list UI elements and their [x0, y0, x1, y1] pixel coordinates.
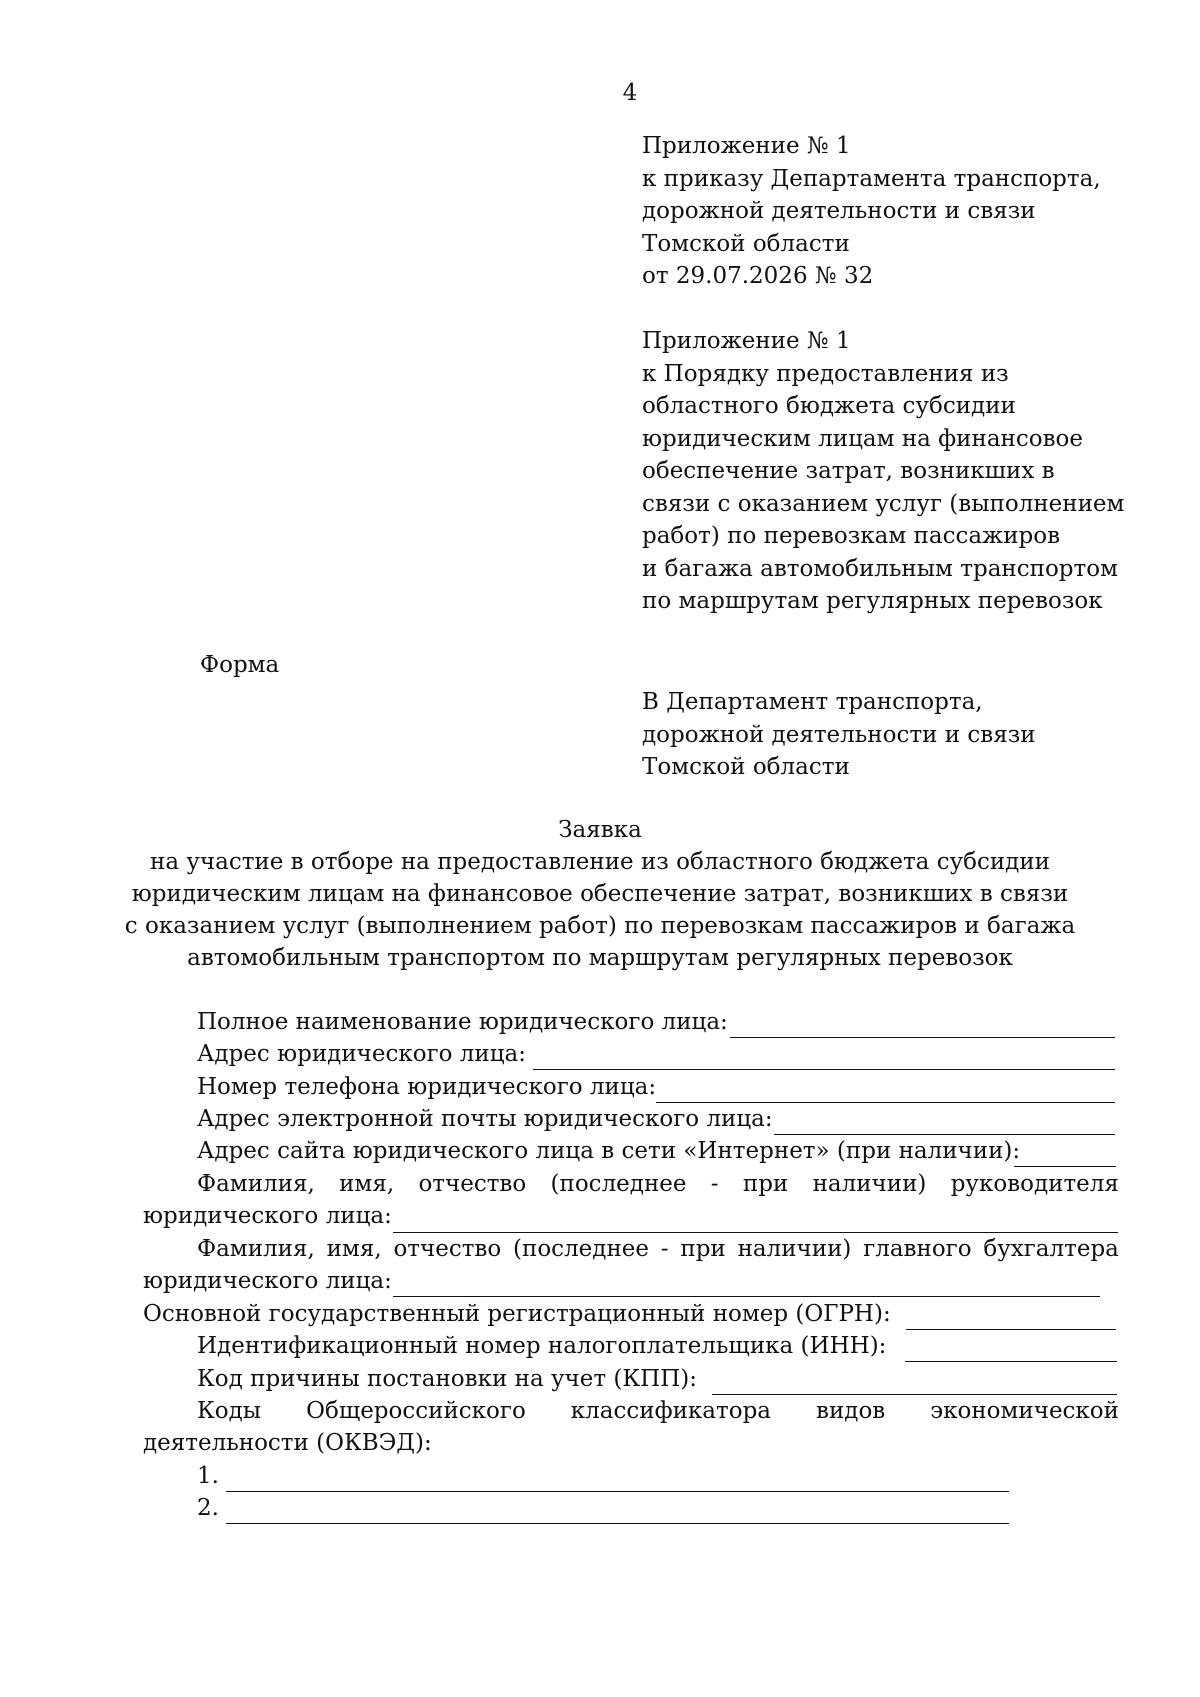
application-subtitle-line: на участие в отборе на предоставление из областного бюджета субсидии [150, 849, 1050, 875]
address-label: Адрес юридического лица: [197, 1041, 526, 1067]
full-name-label: Полное наименование юридического лица: [197, 1009, 728, 1035]
director-blank[interactable] [393, 1232, 1118, 1233]
accountant-word: наличии) [737, 1236, 852, 1262]
director-word: при [742, 1171, 789, 1197]
appendix-order-line: Томской области [642, 230, 850, 257]
okved-item-blank[interactable] [226, 1523, 1009, 1524]
accountant-word: имя, [326, 1236, 382, 1262]
application-title: Заявка [558, 817, 642, 843]
ogrn-blank[interactable] [906, 1329, 1116, 1330]
appendix-procedure-line: областного бюджета субсидии [642, 393, 1016, 419]
director-word: наличии) [812, 1171, 927, 1197]
appendix-procedure-line: и багажа автомобильным транспортом [642, 555, 1118, 582]
addressee-line: В Департамент транспорта, [642, 689, 983, 715]
director-label-line2: юридического лица: [143, 1203, 392, 1229]
director-label-line1 [197, 1171, 1119, 1197]
address-blank[interactable] [533, 1069, 1115, 1070]
director-word: - [710, 1171, 719, 1197]
full-name-blank[interactable] [730, 1037, 1115, 1038]
appendix-procedure-line: юридическим лицам на финансовое [642, 425, 1084, 452]
okved-label-line1 [197, 1398, 1119, 1424]
director-word: руководителя [950, 1171, 1119, 1197]
kpp-blank[interactable] [712, 1394, 1117, 1395]
form-label: Форма [200, 652, 280, 678]
application-subtitle-line: с оказанием услуг (выполнением работ) по перевозкам пассажиров и багажа [124, 913, 1076, 939]
appendix-order-line: Приложение № 1 [642, 133, 851, 159]
director-word: имя, [339, 1171, 395, 1197]
email-label: Адрес электронной почты юридического лица: [197, 1106, 773, 1132]
okved-word: экономической [930, 1398, 1119, 1424]
kpp-label: Код причины постановки на учет (КПП): [197, 1366, 697, 1392]
accountant-word: (последнее [513, 1236, 649, 1262]
website-blank[interactable] [1014, 1166, 1116, 1167]
accountant-word: бухгалтера [983, 1236, 1119, 1262]
addressee-line: Томской области [642, 754, 850, 780]
appendix-procedure-line: обеспечение затрат, возникших в [642, 458, 1055, 484]
accountant-blank[interactable] [393, 1296, 1100, 1297]
phone-blank[interactable] [656, 1102, 1115, 1103]
accountant-word: Фамилия, [197, 1236, 315, 1262]
appendix-order-line: дорожной деятельности и связи [642, 198, 1036, 224]
inn-label: Идентификационный номер налогоплательщика (ИНН): [197, 1333, 887, 1359]
okved-item-number: 2. [197, 1495, 219, 1521]
okved-word: классификатора [570, 1398, 772, 1424]
accountant-label-line1 [197, 1236, 1119, 1262]
appendix-procedure-line: работ) по перевозкам пассажиров [642, 523, 1061, 549]
application-subtitle-line: автомобильным транспортом по маршрутам регулярных перевозок [187, 945, 1013, 971]
appendix-order-line: от 29.07.2026 № 32 [642, 263, 874, 289]
inn-blank[interactable] [905, 1361, 1117, 1362]
appendix-order-line: к приказу Департамента транспорта, [642, 165, 1101, 192]
accountant-word: главного [863, 1236, 972, 1262]
application-subtitle-line: юридическим лицам на финансовое обеспечение затрат, возникших в связи [131, 881, 1069, 907]
ogrn-label: Основной государственный регистрационный номер (ОГРН): [143, 1301, 891, 1327]
addressee-line: дорожной деятельности и связи [642, 721, 1036, 748]
okved-word: видов [816, 1398, 886, 1424]
director-word: Фамилия, [197, 1171, 315, 1197]
appendix-order-block [642, 130, 1101, 293]
addressee-block [642, 686, 1036, 784]
okved-item-number: 1. [197, 1463, 219, 1489]
email-blank[interactable] [774, 1134, 1115, 1135]
appendix-procedure-line: связи с оказанием услуг (выполнением [642, 490, 1125, 517]
accountant-word: при [680, 1236, 726, 1262]
director-word: (последнее [550, 1171, 687, 1197]
okved-item-blank[interactable] [226, 1491, 1009, 1492]
okved-label-line2: деятельности (ОКВЭД): [143, 1430, 432, 1456]
director-word: отчество [418, 1171, 527, 1197]
appendix-procedure-line: по маршрутам регулярных перевозок [642, 588, 1103, 614]
appendix-procedure-line: Приложение № 1 [642, 328, 851, 354]
phone-label: Номер телефона юридического лица: [197, 1074, 657, 1100]
website-label: Адрес сайта юридического лица в сети «Интернет» (при наличии): [197, 1138, 1021, 1164]
accountant-label-line2: юридического лица: [143, 1268, 392, 1294]
appendix-procedure-line: к Порядку предоставления из [642, 360, 1009, 387]
page-number: 4 [622, 80, 638, 106]
accountant-word: отчество [393, 1236, 502, 1262]
okved-word: Общероссийского [306, 1398, 526, 1424]
appendix-procedure-block [642, 325, 1124, 618]
okved-word: Коды [197, 1398, 262, 1424]
accountant-word: - [660, 1236, 669, 1262]
